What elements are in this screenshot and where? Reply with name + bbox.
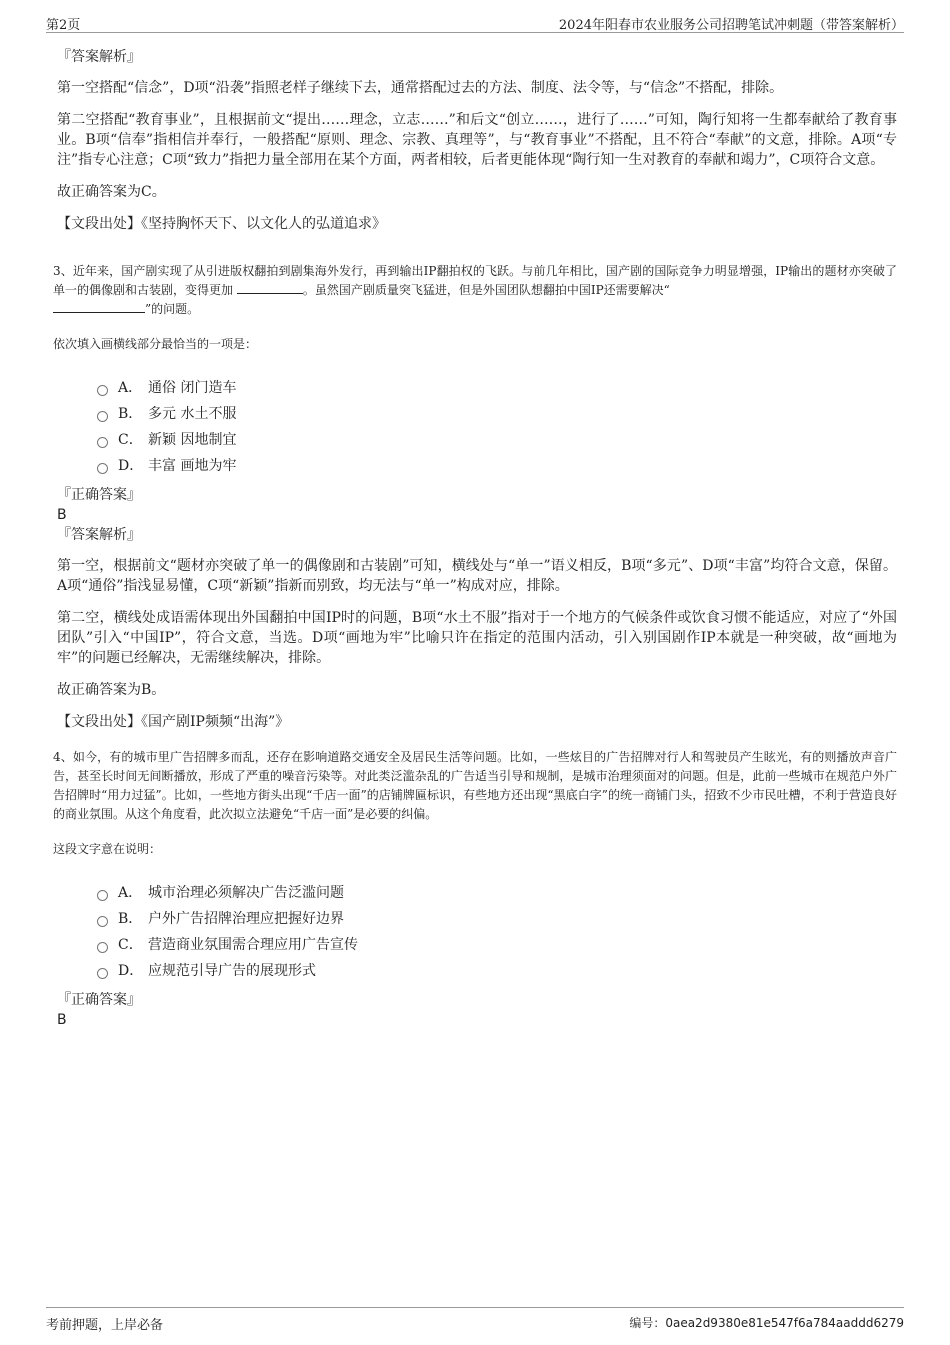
- page-number: 第2页: [46, 18, 81, 33]
- fill-blank: [237, 281, 303, 294]
- radio-icon[interactable]: [97, 437, 108, 448]
- analysis-paragraph: 第一空，根据前文“题材亦突破了单一的偶像剧和古装剧”可知，横线处与“单一”语义相反，B项“多元”、D项“丰富”均符合文意，保留。A项“通俗”指浅显易懂，C项“新颖”指新而别致，均无法与“单一”构成对应，排除。: [57, 558, 897, 594]
- radio-icon[interactable]: [97, 463, 108, 474]
- answer-conclusion: 故正确答案为C。: [57, 184, 166, 200]
- option-list: [97, 374, 897, 478]
- radio-icon[interactable]: [97, 890, 108, 901]
- radio-icon[interactable]: [97, 916, 108, 927]
- option-item[interactable]: D． 丰富 画地为牢: [97, 452, 897, 478]
- answer-conclusion: 故正确答案为B。: [57, 682, 166, 698]
- radio-icon[interactable]: [97, 968, 108, 979]
- source-citation: 【文段出处】《国产剧IP频频“出海”》: [57, 714, 290, 730]
- option-list: [97, 879, 897, 983]
- analysis-label: 『答案解析』: [57, 49, 141, 65]
- document-code: 编号：0aea2d9380e81e547f6a784aaddd6279: [629, 1316, 904, 1330]
- option-item[interactable]: C． 营造商业氛围需合理应用广告宣传: [97, 931, 897, 957]
- source-citation: 【文段出处】《坚持胸怀天下、以文化人的弘道追求》: [57, 216, 386, 232]
- option-item[interactable]: C． 新颖 因地制宜: [97, 426, 897, 452]
- analysis-paragraph: 第二空，横线处成语需体现出外国翻拍中国IP时的问题，B项“水土不服”指对于一个地方的气候条件或饮食习惯不能适应，对应了“外国团队”引入“中国IP”，符合文意，当选。D项“画地为牢”比喻只许在指定的范围内活动，引入别国剧作IP本就是一种突破，故“画地为牢”的问题已经解决，无需继续解决，排除。: [57, 610, 897, 666]
- document-title: 2024年阳春市农业服务公司招聘笔试冲刺题（带答案解析）: [558, 18, 904, 33]
- page-content: [53, 46, 897, 1029]
- option-item[interactable]: B． 多元 水土不服: [97, 400, 897, 426]
- option-item[interactable]: A． 城市治理必须解决广告泛滥问题: [97, 879, 897, 905]
- option-item[interactable]: D． 应规范引导广告的展现形式: [97, 957, 897, 983]
- page-footer: [46, 1307, 904, 1332]
- fill-blank: [53, 300, 145, 313]
- question-stem: 4、如今，有的城市里广告招牌多而乱，还存在影响道路交通安全及居民生活等问题。比如，一些炫目的广告招牌对行人和驾驶员产生眩光，有的则播放声音广告，甚至长时间无间断播放，形成了严重的噪音污染等。对此类泛滥杂乱的广告适当引导和规制，是城市治理须面对的问题。但是，此前一些城市在规范户外广告招牌时“用力过猛”。比如，一些地方街头出现“千店一面”的店铺牌匾标识，有些地方还出现“黑底白字”的统一商铺门头，招致不少市民吐槽，不利于营造良好的商业氛围。从这个角度看，此次拟立法避免“千店一面”是必要的纠偏。: [53, 750, 897, 821]
- question-prompt: 这段文字意在说明：: [53, 842, 162, 856]
- answer-label: 『正确答案』: [57, 487, 141, 503]
- radio-icon[interactable]: [97, 411, 108, 422]
- correct-answer: B: [57, 1012, 67, 1028]
- analysis-paragraph: 第一空搭配“信念”，D项“沿袭”指照老样子继续下去，通常搭配过去的方法、制度、法令等，与“信念”不搭配，排除。: [57, 80, 784, 96]
- question-stem: 3、近年来，国产剧实现了从引进版权翻拍到剧集海外发行，再到输出IP翻拍权的飞跃。与前几年相比，国产剧的国际竞争力明显增强，IP输出的题材亦突破了单一的偶像剧和古装剧，变得更加 。虽然国产剧质量突飞猛进，但是外国团队想翻拍中国IP还需要解决“ ”的问题。: [53, 264, 897, 316]
- analysis-paragraph: 第二空搭配“教育事业”，且根据前文“提出……理念，立志……”和后文“创立……，进行了……”可知，陶行知将一生都奉献给了教育事业。B项“信奉”指相信并奉行，一般搭配“原则、理念、宗教、真理等”，与“教育事业”不搭配，且不符合“奉献”的文意，排除。A项“专注”指专心注意；C项“致力”指把力量全部用在某个方面，两者相较，后者更能体现“陶行知一生对教育的奉献和竭力”，C项符合文意。: [57, 112, 897, 168]
- answer-label: 『正确答案』: [57, 992, 141, 1008]
- correct-answer: B: [57, 507, 67, 523]
- radio-icon[interactable]: [97, 385, 108, 396]
- analysis-label: 『答案解析』: [57, 527, 141, 543]
- question-prompt: 依次填入画横线部分最恰当的一项是：: [53, 337, 258, 351]
- option-item[interactable]: B． 户外广告招牌治理应把握好边界: [97, 905, 897, 931]
- option-item[interactable]: A． 通俗 闭门造车: [97, 374, 897, 400]
- radio-icon[interactable]: [97, 942, 108, 953]
- footer-slogan: 考前押题，上岸必备: [46, 1318, 164, 1333]
- page-header: [46, 10, 904, 33]
